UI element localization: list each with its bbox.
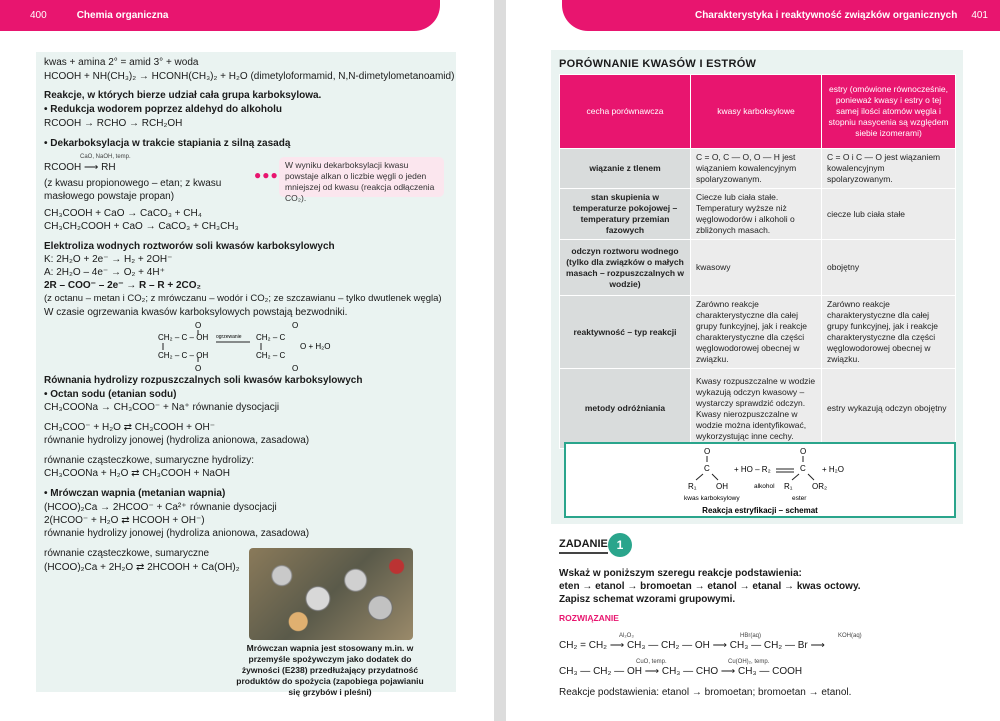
svg-text:O: O	[800, 447, 807, 456]
reaction-condition: Al₂O₃	[619, 633, 634, 639]
acid-label: kwas karboksylowy	[684, 495, 740, 502]
chapter-title: Charakterystyka i reaktywność związków organicznych	[694, 10, 958, 21]
column-header: kwasy karboksylowe	[691, 75, 822, 149]
column-header: cecha porównawcza	[560, 75, 691, 149]
note-dots-icon: ●●●	[254, 168, 279, 182]
svg-text:+ HO – R₂: + HO – R₂	[734, 465, 771, 474]
text-line: Elektroliza wodnych roztworów soli kwasów karboksylowych	[44, 241, 335, 252]
text-line: CH₃COONa + H₂O ⇄ CH₃COOH + NaOH	[44, 468, 230, 479]
svg-text:C: C	[800, 464, 806, 473]
text-line: równanie cząsteczkowe, sumaryczne	[44, 548, 210, 559]
table-cell: Zarówno reakcje charakterystyczne dla całej grupy funkcyjnej, jak i reakcje charakterystyczne dla części węglowodorowej obecnej w związku.	[822, 296, 956, 369]
table-cell: kwasowy	[691, 240, 822, 296]
text-line: CH₃COONa → CH₃COO⁻ + Na⁺ równanie dysocjacji	[44, 402, 280, 413]
task-title: ZADANIE	[559, 538, 608, 554]
text-line: CH₃COO⁻ + H₂O ⇄ CH₃COOH + OH⁻	[44, 422, 215, 433]
left-header	[0, 0, 440, 31]
page-number: 401	[971, 10, 988, 21]
anhydride-formation-diagram	[150, 320, 340, 372]
comparison-table	[559, 74, 956, 449]
table-cell: Kwasy rozpuszczalne w wodzie wykazują odczyn kwasowy – wystarczy sprawdzić odczyn. Kwasy nierozpuszczalne w wodzie można identyfikować, wykorzystując inne cechy.	[691, 369, 822, 449]
ester-label: ester	[792, 495, 807, 502]
text-line: Reakcje, w których bierze udział cała grupa karboksylowa.	[44, 90, 322, 101]
svg-text:+ H₂O: + H₂O	[822, 465, 844, 474]
text-line: K: 2H₂O + 2e⁻ → H₂ + 2OH⁻	[44, 254, 173, 265]
table-cell: ciecze lub ciała stałe	[822, 189, 956, 240]
svg-text:O: O	[195, 364, 202, 372]
table-cell: C = O i C — O jest wiązaniem kowalencyjnym spolaryzowanym.	[822, 149, 956, 189]
table-row	[560, 296, 956, 369]
text-line: W czasie ogrzewania kwasów karboksylowych powstają bezwodniki.	[44, 307, 348, 318]
text-line: RCOOH → RCHO → RCH₂OH	[44, 118, 183, 129]
solution-equation: CH₃ — CH₂ — OH ⟶ CH₃ — CHO ⟶ CH₃ — COOH	[559, 666, 803, 677]
text-line: równanie dysocjacji	[190, 502, 277, 513]
column-header: estry (omówione równocześnie, ponieważ kwasy i estry o tej samej ilości atomów węgla i stopniu nasycenia są względem siebie izomerami)	[822, 75, 956, 149]
text-line: (z octanu – metan i CO₂; z mrówczanu – wodór i CO₂; ze szczawianu – tylko dwutlenek węgla)	[44, 293, 442, 304]
solution-equation: CH₂ = CH₂ ⟶ CH₃ — CH₂ — OH ⟶ CH₃ — CH₂ — Br ⟶	[559, 640, 825, 651]
text-line: kwas + amina 2° = amid 3° + woda	[44, 57, 199, 68]
text-line: (HCOO)₂Ca → 2HCOO⁻ + Ca²⁺	[44, 502, 187, 513]
table-row	[560, 149, 956, 189]
svg-text:O: O	[292, 321, 299, 330]
text-line: równanie hydrolizy jonowej (hydroliza anionowa, zasadowa)	[44, 435, 310, 446]
text-line: A: 2H₂O – 4e⁻ → O₂ + 4H⁺	[44, 267, 165, 278]
svg-text:CH₂ – C – OH: CH₂ – C – OH	[158, 333, 209, 342]
text-line: 2R – COO⁻ – 2e⁻ → R – R + 2CO₂	[44, 280, 201, 291]
svg-text:CH₂ – C: CH₂ – C	[256, 351, 286, 360]
svg-text:O + H₂O: O + H₂O	[300, 342, 331, 351]
side-note: W wyniku dekarboksylacji kwasu powstaje alkan o liczbie węgli o jeden mniejszej od kwasu (reakcja odłączenia CO₂).	[279, 157, 444, 197]
photo-caption: Mrówczan wapnia jest stosowany m.in. w przemyśle spożywczym jako dodatek do żywności (E238) przedłużający przydatność produktów do spożycia (zapobiega pojawianiu się grzybów i pleśni)	[236, 643, 424, 697]
text-line: (HCOO)₂Ca + 2H₂O ⇄ 2HCOOH + Ca(OH)₂	[44, 562, 240, 573]
canned-food-photo	[249, 548, 413, 640]
table-cell: estry wykazują odczyn obojętny	[822, 369, 956, 449]
right-header	[562, 0, 1000, 31]
left-page	[0, 0, 494, 721]
page-number: 400	[30, 10, 47, 21]
text-line: HCOOH + NH(CH₃)₂ → HCONH(CH₃)₂ + H₂O (dimetyloformamid, N,N-dimetylometanoamid)	[44, 71, 455, 82]
table-cell: reaktywność – typ reakcji	[560, 296, 691, 369]
table-row	[560, 240, 956, 296]
reaction-condition: HBr(aq)	[740, 633, 762, 639]
reaction-condition: Cu(OH)₂, temp.	[728, 659, 770, 665]
text-line: CH₃CH₂COOH + CaO → CaCO₃ + CH₃CH₃	[44, 221, 239, 232]
reaction-condition: CuO, temp.	[636, 659, 667, 665]
text-line: masłowego powstaje propan)	[44, 191, 175, 202]
svg-text:C: C	[704, 464, 710, 473]
table-cell: obojętny	[822, 240, 956, 296]
task-text: eten → etanol → bromoetan → etanol → etanal → kwas octowy.	[559, 581, 861, 592]
solution-conclusion: Reakcje podstawienia: etanol → bromoetan; bromoetan → etanol.	[559, 687, 852, 698]
text-line: RCOOH ⟶ RH	[44, 162, 116, 173]
text-line: (z kwasu propionowego – etan; z kwasu	[44, 178, 222, 189]
table-row	[560, 189, 956, 240]
svg-text:OR₂: OR₂	[812, 482, 828, 491]
table-row	[560, 369, 956, 449]
task-text: Zapisz schemat wzorami grupowymi.	[559, 594, 736, 605]
svg-text:OH: OH	[716, 482, 728, 491]
table-cell: Zarówno reakcje charakterystyczne dla całej grupy funkcyjnej, jak i reakcje charakterystyczne dla części węglowodorowej obecnej w związku.	[691, 296, 822, 369]
table-cell: C = O, C — O, O — H jest wiązaniem kowalencyjnym spolaryzowanym.	[691, 149, 822, 189]
table-cell: Ciecze lub ciała stałe. Temperatury wyższe niż węglowodorów i alkoholi o zbliżonych masach.	[691, 189, 822, 240]
text-line: • Redukcja wodorem poprzez aldehyd do alkoholu	[44, 104, 282, 115]
svg-text:CH₂ – C: CH₂ – C	[256, 333, 286, 342]
task-number-badge: 1	[608, 533, 632, 557]
text-line: równanie hydrolizy jonowej (hydroliza anionowa, zasadowa)	[44, 528, 310, 539]
table-cell: stan skupienia w temperaturze pokojowej – temperatury przemian fazowych	[560, 189, 691, 240]
esterification-scheme	[564, 442, 956, 518]
text-line: równanie cząsteczkowe, sumaryczne hydrolizy:	[44, 455, 255, 466]
esterification-diagram	[566, 444, 954, 516]
section-title: PORÓWNANIE KWASÓW I ESTRÓW	[559, 58, 757, 70]
reaction-condition: CaO, NaOH, temp.	[80, 154, 131, 160]
alcohol-label: alkohol	[754, 483, 775, 490]
svg-text:R₁: R₁	[688, 482, 697, 491]
solution-label: ROZWIĄZANIE	[559, 613, 619, 623]
svg-text:CH₂ – C – OH: CH₂ – C – OH	[158, 351, 209, 360]
svg-text:O: O	[704, 447, 711, 456]
reaction-condition: KOH(aq)	[838, 633, 862, 639]
text-line: CH₃COOH + CaO → CaCO₃ + CH₄	[44, 208, 202, 219]
text-line: • Octan sodu (etanian sodu)	[44, 389, 177, 400]
text-line: 2(HCOO⁻ + H₂O ⇄ HCOOH + OH⁻)	[44, 515, 205, 526]
chapter-title: Chemia organiczna	[76, 10, 169, 21]
text-line: • Mrówczan wapnia (metanian wapnia)	[44, 488, 226, 499]
table-header-row	[560, 75, 956, 149]
heat-label: ogrzewanie	[216, 334, 242, 340]
text-line: Równania hydrolizy rozpuszczalnych soli kwasów karboksylowych	[44, 375, 363, 386]
svg-text:O: O	[195, 321, 202, 330]
table-cell: metody odróżniania	[560, 369, 691, 449]
table-cell: wiązanie z tlenem	[560, 149, 691, 189]
scheme-caption: Reakcja estryfikacji – schemat	[702, 506, 818, 515]
table-cell: odczyn roztworu wodnego (tylko dla związków o małych masach – rozpuszczalnych w wodzie)	[560, 240, 691, 296]
svg-text:O: O	[292, 364, 299, 372]
text-line: • Dekarboksylacja w trakcie stapiania z silną zasadą	[44, 138, 291, 149]
task-text: Wskaż w poniższym szeregu reakcje podstawienia:	[559, 568, 802, 579]
svg-text:R₁: R₁	[784, 482, 793, 491]
